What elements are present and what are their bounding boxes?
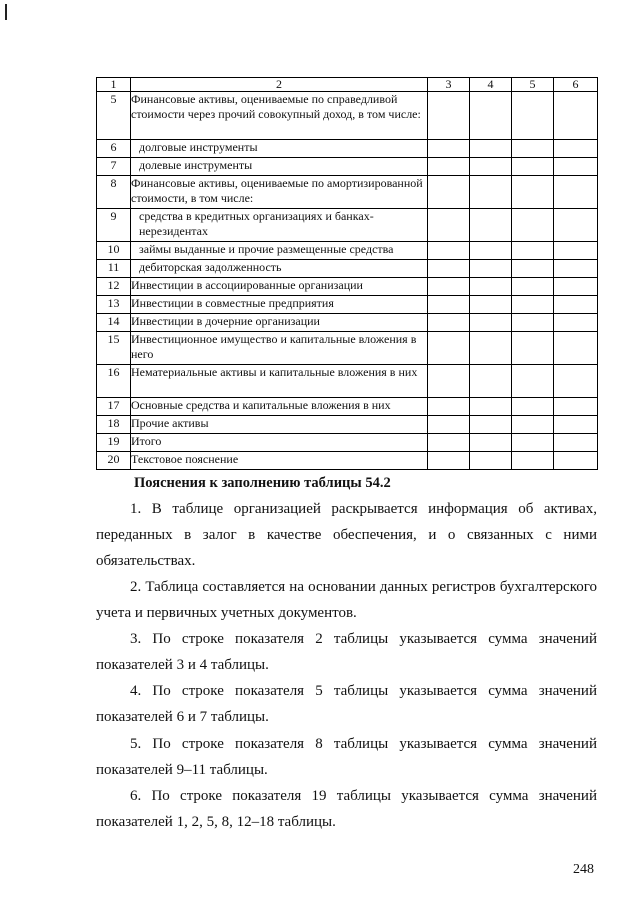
- value-cell: [470, 332, 512, 365]
- value-cell: [554, 296, 598, 314]
- value-cell: [428, 434, 470, 452]
- column-header: 6: [554, 78, 598, 92]
- row-number: 15: [97, 332, 131, 365]
- row-number: 16: [97, 365, 131, 398]
- value-cell: [428, 260, 470, 278]
- assets-table: [96, 77, 598, 470]
- value-cell: [554, 398, 598, 416]
- value-cell: [554, 278, 598, 296]
- column-header: 4: [470, 78, 512, 92]
- row-label: Финансовые активы, оцениваемые по справедливой стоимости через прочий совокупный доход, в том числе:: [131, 92, 428, 140]
- row-number: 19: [97, 434, 131, 452]
- paragraph: 2. Таблица составляется на основании данных регистров бухгалтерского учета и первичных учетных документов.: [96, 579, 597, 621]
- row-label: Финансовые активы, оцениваемые по амортизированной стоимости, в том числе:: [131, 176, 428, 209]
- value-cell: [512, 278, 554, 296]
- row-number: 12: [97, 278, 131, 296]
- value-cell: [512, 209, 554, 242]
- value-cell: [428, 398, 470, 416]
- column-header: 3: [428, 78, 470, 92]
- value-cell: [554, 140, 598, 158]
- value-cell: [554, 365, 598, 398]
- table-header-row: [97, 78, 598, 92]
- page-number: 248: [573, 862, 594, 877]
- table-row: [97, 365, 598, 398]
- row-label: Основные средства и капитальные вложения в них: [131, 398, 428, 416]
- value-cell: [470, 434, 512, 452]
- value-cell: [512, 140, 554, 158]
- row-number: 17: [97, 398, 131, 416]
- value-cell: [470, 314, 512, 332]
- table-row: [97, 332, 598, 365]
- row-number: 5: [97, 92, 131, 140]
- row-number: 7: [97, 158, 131, 176]
- value-cell: [470, 209, 512, 242]
- row-label: дебиторская задолженность: [131, 260, 428, 278]
- value-cell: [554, 209, 598, 242]
- table-row: [97, 242, 598, 260]
- table-row: [97, 209, 598, 242]
- value-cell: [554, 176, 598, 209]
- table-row: [97, 314, 598, 332]
- row-number: 10: [97, 242, 131, 260]
- value-cell: [512, 158, 554, 176]
- table-row: [97, 92, 598, 140]
- table-row: [97, 140, 598, 158]
- value-cell: [470, 398, 512, 416]
- value-cell: [470, 158, 512, 176]
- value-cell: [554, 242, 598, 260]
- row-label: Текстовое пояснение: [131, 452, 428, 470]
- column-header: 1: [97, 78, 131, 92]
- value-cell: [470, 452, 512, 470]
- scan-corner-mark: [5, 4, 7, 20]
- value-cell: [428, 332, 470, 365]
- value-cell: [512, 452, 554, 470]
- value-cell: [512, 92, 554, 140]
- row-label: долевые инструменты: [131, 158, 428, 176]
- row-number: 20: [97, 452, 131, 470]
- row-label: Инвестиции в дочерние организации: [131, 314, 428, 332]
- value-cell: [428, 278, 470, 296]
- row-label: займы выданные и прочие размещенные средства: [131, 242, 428, 260]
- row-number: 6: [97, 140, 131, 158]
- value-cell: [470, 92, 512, 140]
- row-number: 14: [97, 314, 131, 332]
- row-label: Инвестиции в совместные предприятия: [131, 296, 428, 314]
- table-row: [97, 434, 598, 452]
- value-cell: [428, 242, 470, 260]
- table-row: [97, 452, 598, 470]
- value-cell: [428, 416, 470, 434]
- row-number: 9: [97, 209, 131, 242]
- row-number: 13: [97, 296, 131, 314]
- row-number: 18: [97, 416, 131, 434]
- value-cell: [470, 260, 512, 278]
- value-cell: [512, 434, 554, 452]
- value-cell: [428, 158, 470, 176]
- table-row: [97, 260, 598, 278]
- table-row: [97, 398, 598, 416]
- table-row: [97, 176, 598, 209]
- paragraph: 4. По строке показателя 5 таблицы указывается сумма значений показателей 6 и 7 таблицы.: [96, 683, 597, 725]
- column-header: 5: [512, 78, 554, 92]
- value-cell: [512, 242, 554, 260]
- table-row: [97, 158, 598, 176]
- row-label: Прочие активы: [131, 416, 428, 434]
- value-cell: [470, 176, 512, 209]
- value-cell: [554, 332, 598, 365]
- value-cell: [470, 365, 512, 398]
- row-label: долговые инструменты: [131, 140, 428, 158]
- value-cell: [512, 260, 554, 278]
- value-cell: [428, 452, 470, 470]
- value-cell: [428, 176, 470, 209]
- value-cell: [554, 416, 598, 434]
- value-cell: [554, 92, 598, 140]
- row-number: 8: [97, 176, 131, 209]
- value-cell: [554, 434, 598, 452]
- table-row: [97, 278, 598, 296]
- value-cell: [512, 365, 554, 398]
- value-cell: [470, 296, 512, 314]
- value-cell: [428, 314, 470, 332]
- value-cell: [428, 365, 470, 398]
- value-cell: [512, 296, 554, 314]
- value-cell: [470, 140, 512, 158]
- row-label: Инвестиционное имущество и капитальные вложения в него: [131, 332, 428, 365]
- value-cell: [428, 209, 470, 242]
- value-cell: [512, 416, 554, 434]
- value-cell: [428, 92, 470, 140]
- value-cell: [428, 296, 470, 314]
- value-cell: [512, 314, 554, 332]
- value-cell: [512, 332, 554, 365]
- column-header: 2: [131, 78, 428, 92]
- value-cell: [470, 242, 512, 260]
- value-cell: [554, 158, 598, 176]
- table-row: [97, 416, 598, 434]
- row-label: Инвестиции в ассоциированные организации: [131, 278, 428, 296]
- paragraph: 5. По строке показателя 8 таблицы указывается сумма значений показателей 9–11 таблицы.: [96, 736, 597, 778]
- row-label: средства в кредитных организациях и банках-нерезидентах: [131, 209, 428, 242]
- value-cell: [554, 452, 598, 470]
- value-cell: [428, 140, 470, 158]
- row-label: Нематериальные активы и капитальные вложения в них: [131, 365, 428, 398]
- paragraph: 1. В таблице организацией раскрывается информация об активах, переданных в залог в качестве обеспечения, и о связанных с ними обязательствах.: [96, 501, 597, 569]
- paragraph: 6. По строке показателя 19 таблицы указывается сумма значений показателей 1, 2, 5, 8, 12–18 таблицы.: [96, 788, 597, 830]
- value-cell: [470, 278, 512, 296]
- table-row: [97, 296, 598, 314]
- row-label: Итого: [131, 434, 428, 452]
- value-cell: [554, 314, 598, 332]
- value-cell: [554, 260, 598, 278]
- value-cell: [470, 416, 512, 434]
- value-cell: [512, 398, 554, 416]
- value-cell: [512, 176, 554, 209]
- row-number: 11: [97, 260, 131, 278]
- section-title: Пояснения к заполнению таблицы 54.2: [134, 475, 391, 491]
- paragraph: 3. По строке показателя 2 таблицы указывается сумма значений показателей 3 и 4 таблицы.: [96, 631, 597, 673]
